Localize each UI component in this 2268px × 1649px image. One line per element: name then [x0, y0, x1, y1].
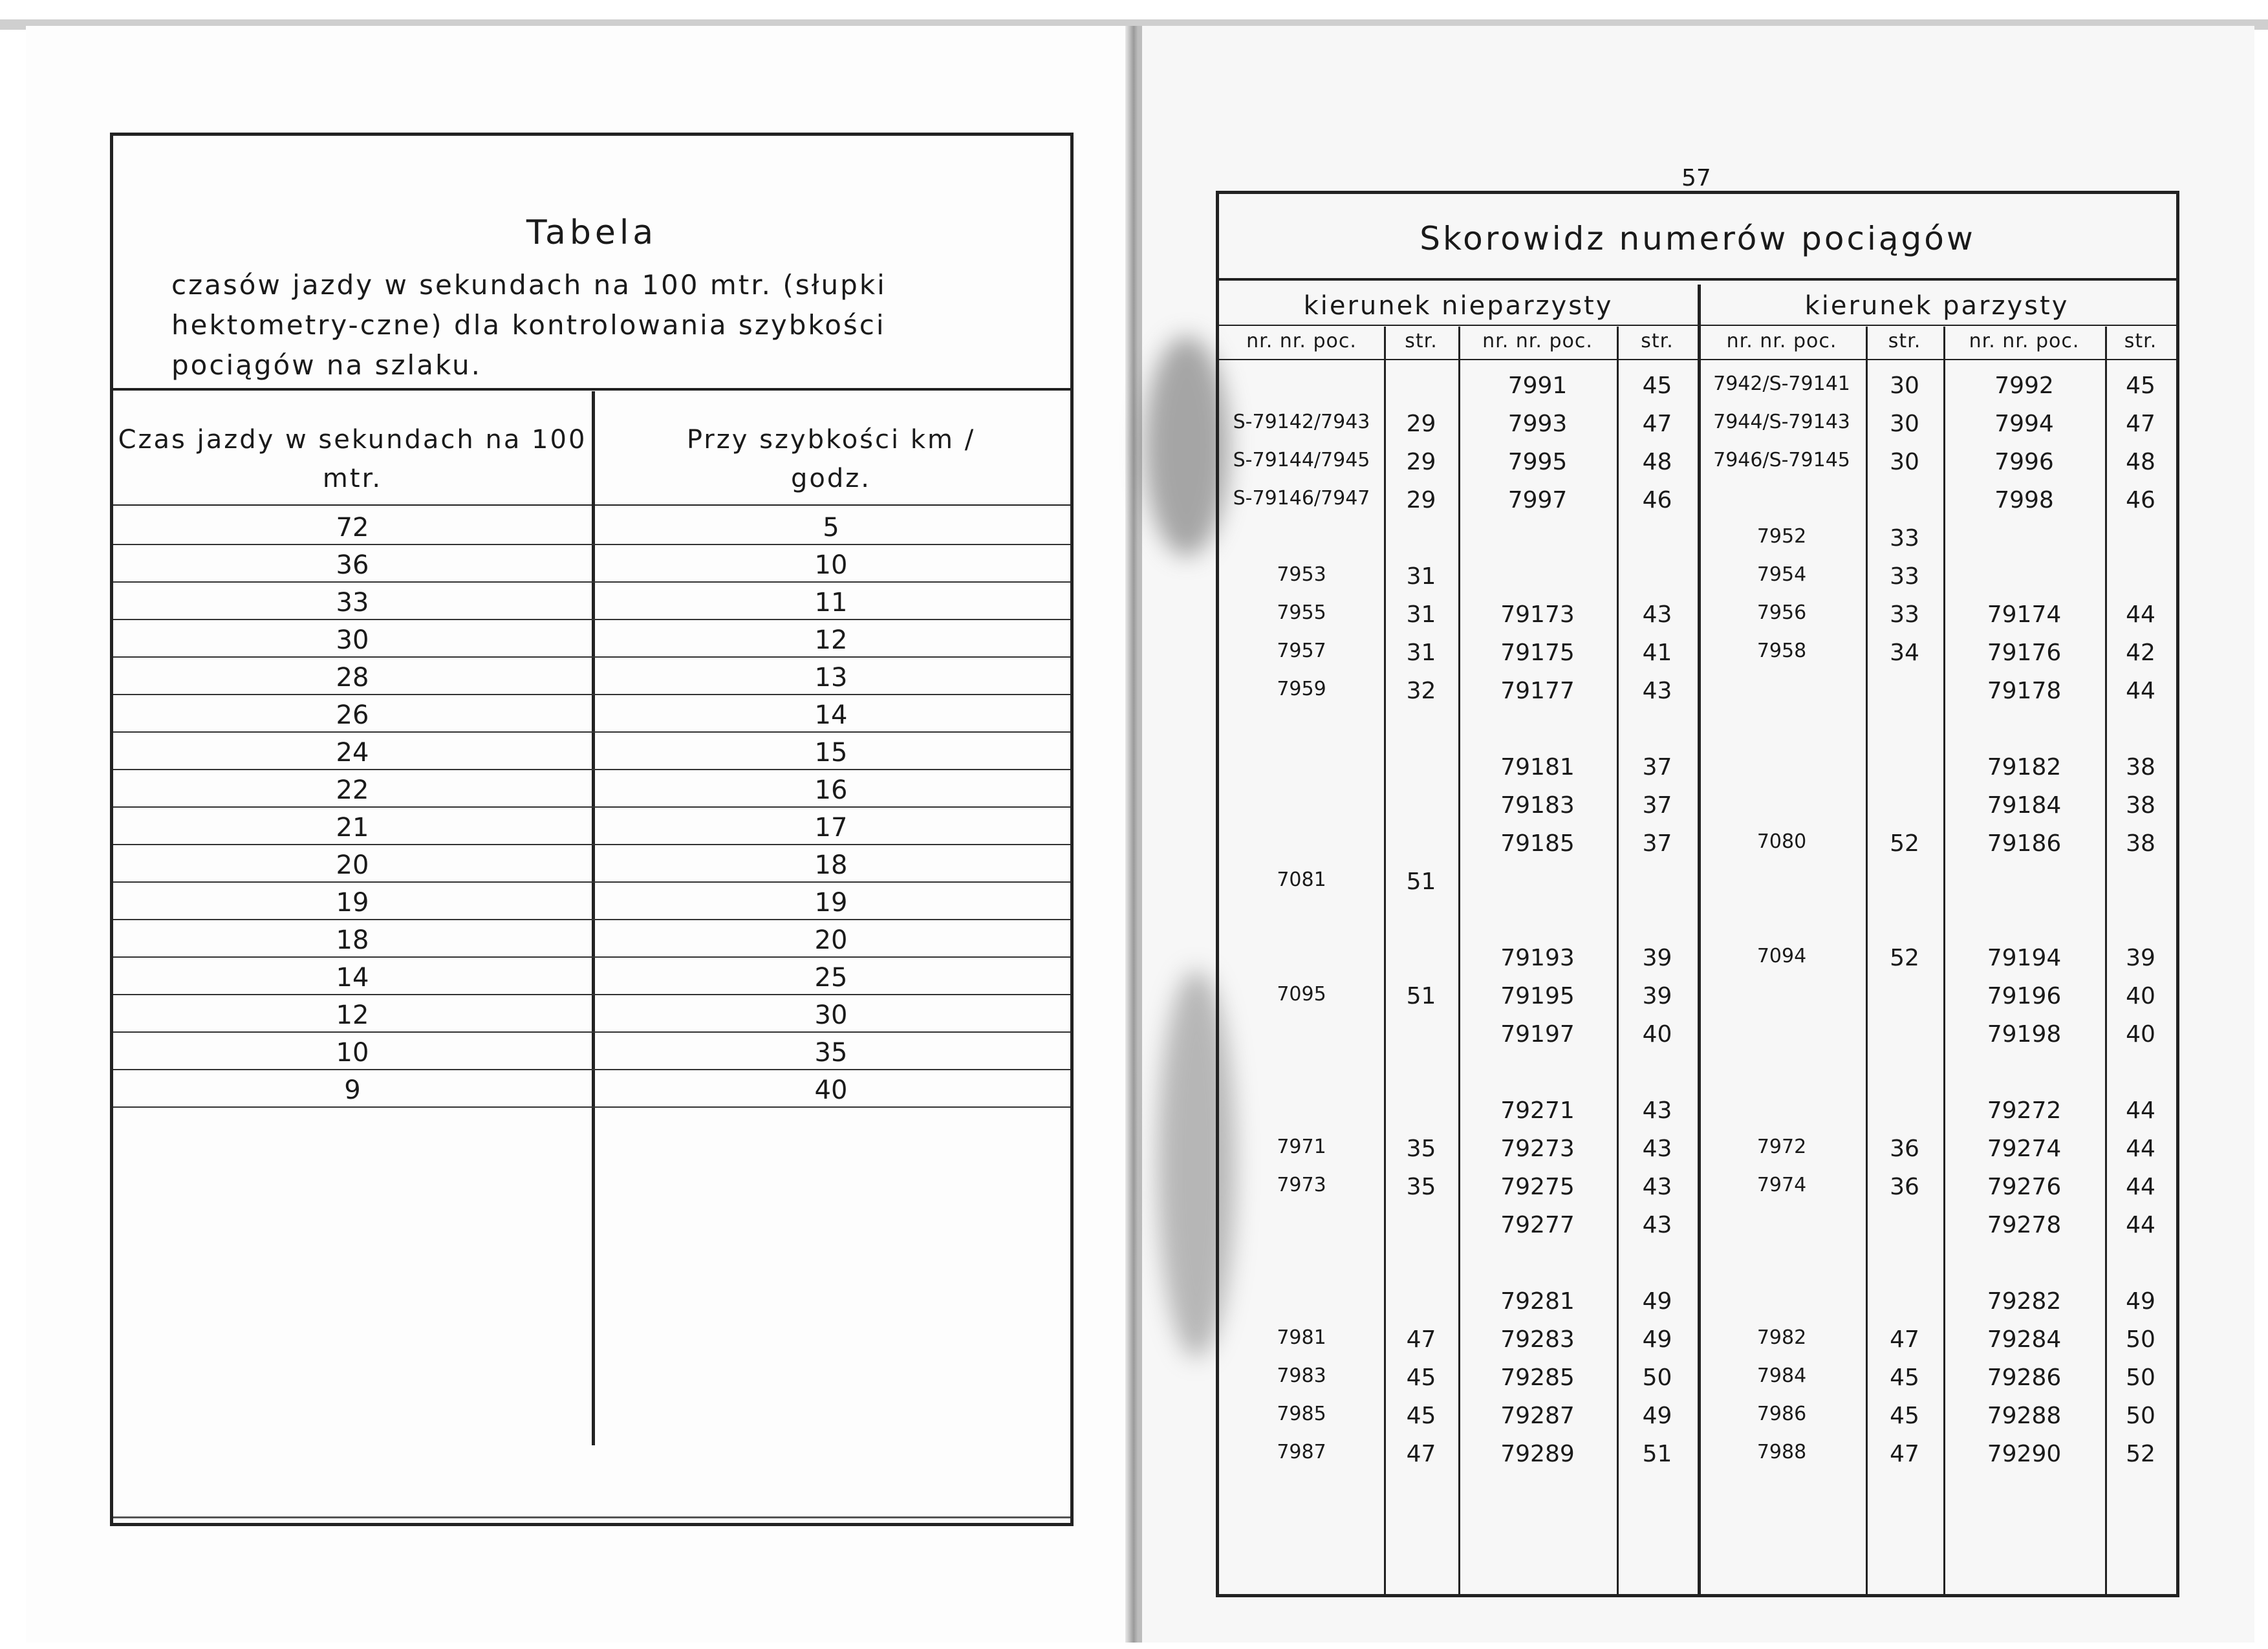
header-divider	[113, 388, 1070, 391]
train-number-cell: 79175	[1500, 640, 1575, 666]
time-column-header: Czas jazdy w sekundach na 100 mtr.	[118, 425, 587, 493]
train-number-cell: 7959	[1277, 678, 1326, 700]
table-row	[1219, 598, 2176, 634]
table-row	[1219, 559, 2176, 596]
table-row	[1219, 1094, 2176, 1130]
train-number-cell: 7973	[1277, 1174, 1326, 1196]
page-cell: 40	[2126, 983, 2155, 1009]
train-number-cell: 79183	[1500, 792, 1575, 819]
page-cell: 37	[1642, 830, 1672, 857]
table-row	[1219, 941, 2176, 978]
page-cell: 49	[1642, 1288, 1672, 1315]
speed-kmh-cell: 25	[814, 963, 848, 993]
train-number-cell: 7080	[1756, 830, 1807, 853]
page-cell: 34	[1890, 640, 1919, 666]
table-row	[113, 658, 1070, 695]
page-cell: 43	[1642, 678, 1672, 704]
table-row	[1219, 788, 2176, 825]
time-seconds-cell: 22	[336, 775, 369, 805]
table-row	[1219, 979, 2176, 1016]
time-seconds-cell: 10	[336, 1038, 369, 1068]
speed-table-title: Tabela	[526, 213, 658, 252]
table-row	[1219, 826, 2176, 863]
speed-kmh-cell: 19	[814, 888, 848, 918]
table-row	[113, 883, 1070, 920]
table-row	[1219, 483, 2176, 520]
table-row	[113, 1070, 1070, 1108]
table-row	[1219, 1284, 2176, 1321]
train-number-cell: 79173	[1500, 601, 1575, 628]
train-number-cell: 7981	[1277, 1326, 1326, 1349]
page-cell: 43	[1642, 1212, 1672, 1238]
table-row	[1219, 1017, 2176, 1054]
train-number-cell: 7993	[1507, 411, 1568, 437]
page-cell: 30	[1890, 449, 1919, 475]
page-cell: 50	[2126, 1326, 2155, 1353]
page-cell: 52	[2126, 1441, 2155, 1467]
page-cell: 51	[1642, 1441, 1672, 1467]
page-cell: 42	[2126, 640, 2155, 666]
page-cell: 40	[1642, 1021, 1672, 1048]
table-row	[113, 958, 1070, 995]
train-number-cell: 79276	[1987, 1174, 2062, 1200]
page-cell: 44	[2126, 1212, 2155, 1238]
table-row	[113, 583, 1070, 620]
page-cell: 50	[2126, 1364, 2155, 1391]
table-row	[113, 770, 1070, 808]
train-number-cell: 7994	[1994, 411, 2054, 437]
page-cell: 38	[2126, 830, 2155, 857]
train-number-cell: 7982	[1756, 1326, 1807, 1349]
speed-kmh-cell: 11	[814, 588, 848, 618]
time-seconds-cell: 33	[336, 588, 369, 618]
speed-kmh-cell: 17	[814, 813, 848, 843]
train-number-cell: 79278	[1987, 1212, 2062, 1238]
page-cell: 45	[1890, 1403, 1919, 1429]
train-number-cell: 7995	[1507, 449, 1568, 475]
train-number-cell: 7996	[1994, 449, 2054, 475]
train-number-cell: 7987	[1277, 1441, 1326, 1463]
page-cell: 33	[1890, 563, 1919, 590]
page-cell: 48	[1642, 449, 1672, 475]
table-row	[1219, 1170, 2176, 1207]
train-number-cell: 7081	[1277, 868, 1326, 891]
train-number-cell: 7988	[1756, 1441, 1807, 1463]
train-number-cell: 79284	[1987, 1326, 2062, 1353]
column-header-train-numbers: nr. nr. poc.	[1482, 330, 1593, 352]
speed-kmh-cell: 15	[814, 738, 848, 768]
title-divider	[1219, 278, 2176, 281]
train-number-cell: 7952	[1756, 525, 1807, 548]
train-number-cell: 7992	[1994, 372, 2054, 399]
speed-kmh-cell: 12	[814, 625, 848, 655]
page-cell: 45	[1406, 1403, 1436, 1429]
table-row	[113, 808, 1070, 845]
speed-kmh-cell: 10	[814, 550, 848, 580]
page-cell: 44	[2126, 601, 2155, 628]
table-row	[113, 845, 1070, 883]
train-number-cell: 79282	[1987, 1288, 2062, 1315]
page-cell: 44	[2126, 678, 2155, 704]
table-row	[1219, 407, 2176, 444]
train-number-cell: 7957	[1277, 640, 1326, 662]
page-cell: 44	[2126, 1097, 2155, 1124]
page-number: 57	[1681, 165, 1711, 191]
speed-kmh-cell: 13	[814, 663, 848, 693]
speed-column-header: Przy szybkości km / godz.	[686, 425, 976, 493]
column-header-train-numbers: nr. nr. poc.	[1726, 330, 1837, 352]
train-number-cell: 7953	[1277, 563, 1326, 586]
train-number-cell: 79285	[1500, 1364, 1575, 1391]
page-cell: 51	[1406, 868, 1436, 895]
table-row	[1219, 1322, 2176, 1359]
time-seconds-cell: 19	[336, 888, 369, 918]
page-cell: 38	[2126, 754, 2155, 781]
train-number-cell: S-79144/7945	[1233, 449, 1370, 471]
table-row	[1219, 865, 2176, 901]
page-cell: 31	[1406, 563, 1436, 590]
train-number-cell: 79193	[1500, 945, 1575, 971]
page-cell: 50	[1642, 1364, 1672, 1391]
page-cell: 45	[1406, 1364, 1436, 1391]
page-cell: 47	[1406, 1441, 1436, 1467]
column-header-train-numbers: nr. nr. poc.	[1246, 330, 1357, 352]
speed-table-subtitle: czasów jazdy w sekundach na 100 mtr. (słupki hektometry-czne) dla kontrolowania szybkości pociągów na szlaku.	[171, 269, 887, 381]
train-number-cell: 7094	[1756, 945, 1807, 967]
train-index-table	[1216, 191, 2179, 1597]
page-cell: 40	[2126, 1021, 2155, 1048]
time-seconds-cell: 72	[336, 513, 369, 543]
train-number-cell: 79198	[1987, 1021, 2062, 1048]
page-cell: 33	[1890, 601, 1919, 628]
page-cell: 35	[1406, 1174, 1436, 1200]
speed-kmh-cell: 40	[814, 1075, 848, 1105]
train-number-cell: 7984	[1756, 1364, 1807, 1387]
page-cell: 30	[1890, 411, 1919, 437]
page-cell: 51	[1406, 983, 1436, 1009]
speed-kmh-cell: 30	[814, 1000, 848, 1030]
page-cell: 29	[1406, 487, 1436, 513]
page-cell: 37	[1642, 792, 1672, 819]
train-number-cell: 79288	[1987, 1403, 2062, 1429]
page-cell: 44	[2126, 1136, 2155, 1162]
page-cell: 43	[1642, 1097, 1672, 1124]
train-number-cell: S-79146/7947	[1233, 487, 1370, 510]
train-number-cell: 79277	[1500, 1212, 1575, 1238]
train-number-cell: 7974	[1756, 1174, 1807, 1196]
train-number-cell: 7983	[1277, 1364, 1326, 1387]
table-row	[1219, 1132, 2176, 1169]
train-number-cell: 7971	[1277, 1136, 1326, 1158]
train-number-cell: 79174	[1987, 601, 2062, 628]
train-number-cell: 79177	[1500, 678, 1575, 704]
page-cell: 39	[2126, 945, 2155, 971]
page-cell: 29	[1406, 449, 1436, 475]
page-cell: 45	[1642, 372, 1672, 399]
table-row	[1219, 1361, 2176, 1397]
speed-kmh-cell: 18	[814, 850, 848, 880]
table-row	[113, 508, 1070, 545]
train-number-cell: 79286	[1987, 1364, 2062, 1391]
train-number-cell: 7944/S-79143	[1713, 411, 1850, 433]
train-number-cell: 79196	[1987, 983, 2062, 1009]
page-cell: 44	[2126, 1174, 2155, 1200]
table-row	[1219, 903, 2176, 940]
train-number-cell: 79271	[1500, 1097, 1575, 1124]
page-cell: 45	[2126, 372, 2155, 399]
speed-table	[110, 133, 1074, 1526]
page-cell: 47	[1890, 1326, 1919, 1353]
train-number-cell: 7955	[1277, 601, 1326, 624]
body-top-line	[113, 504, 1070, 506]
table-row	[113, 620, 1070, 658]
column-header-page: str.	[1641, 330, 1674, 352]
page-cell: 48	[2126, 449, 2155, 475]
speed-kmh-cell: 14	[814, 700, 848, 730]
page-cell: 31	[1406, 640, 1436, 666]
train-number-cell: 7986	[1756, 1403, 1807, 1425]
column-header-train-numbers: nr. nr. poc.	[1969, 330, 2080, 352]
column-header-page: str.	[1405, 330, 1438, 352]
bottom-line	[113, 1516, 1070, 1518]
train-number-cell: 79181	[1500, 754, 1575, 781]
time-seconds-cell: 26	[336, 700, 369, 730]
time-seconds-cell: 30	[336, 625, 369, 655]
page-cell: 46	[1642, 487, 1672, 513]
speed-kmh-cell: 20	[814, 925, 848, 955]
page-cell: 47	[1406, 1326, 1436, 1353]
column-header-page: str.	[1888, 330, 1921, 352]
table-row	[113, 920, 1070, 958]
train-number-cell: 7991	[1507, 372, 1568, 399]
page-cell: 37	[1642, 754, 1672, 781]
page-cell: 43	[1642, 1174, 1672, 1200]
table-row	[1219, 712, 2176, 749]
table-row	[1219, 1437, 2176, 1474]
train-number-cell: 79195	[1500, 983, 1575, 1009]
even-direction-header: kierunek parzysty	[1804, 291, 2069, 321]
page-cell: 35	[1406, 1136, 1436, 1162]
page-cell: 47	[1890, 1441, 1919, 1467]
train-number-cell: 7958	[1756, 640, 1807, 662]
train-number-cell: 7942/S-79141	[1713, 372, 1850, 395]
time-seconds-cell: 28	[336, 663, 369, 693]
train-number-cell: 7997	[1507, 487, 1568, 513]
page-cell: 36	[1890, 1136, 1919, 1162]
page-cell: 43	[1642, 1136, 1672, 1162]
page-cell: 52	[1890, 830, 1919, 857]
time-seconds-cell: 18	[336, 925, 369, 955]
train-number-cell: 79178	[1987, 678, 2062, 704]
train-number-cell: 79197	[1500, 1021, 1575, 1048]
page-cell: 41	[1642, 640, 1672, 666]
table-row	[1219, 1055, 2176, 1092]
train-number-cell: 7956	[1756, 601, 1807, 624]
train-number-cell: 79176	[1987, 640, 2062, 666]
table-row	[1219, 445, 2176, 482]
table-row	[113, 545, 1070, 583]
page-cell: 36	[1890, 1174, 1919, 1200]
train-number-cell: 79272	[1987, 1097, 2062, 1124]
page-cell: 29	[1406, 411, 1436, 437]
page-cell: 31	[1406, 601, 1436, 628]
table-row	[1219, 674, 2176, 711]
page-cell: 39	[1642, 945, 1672, 971]
train-number-cell: 7946/S-79145	[1713, 449, 1850, 471]
speed-kmh-cell: 16	[814, 775, 848, 805]
page-cell: 32	[1406, 678, 1436, 704]
table-row	[1219, 1208, 2176, 1245]
time-seconds-cell: 14	[336, 963, 369, 993]
train-number-cell: 79182	[1987, 754, 2062, 781]
column-header-page: str.	[2124, 330, 2157, 352]
train-number-cell: 79289	[1500, 1441, 1575, 1467]
train-number-cell: 7985	[1277, 1403, 1326, 1425]
page-cell: 52	[1890, 945, 1919, 971]
page-cell: 47	[1642, 411, 1672, 437]
time-seconds-cell: 9	[344, 1075, 361, 1105]
train-number-cell: 7972	[1756, 1136, 1807, 1158]
table-row	[113, 1033, 1070, 1070]
page-cell: 50	[2126, 1403, 2155, 1429]
page-cell: 38	[2126, 792, 2155, 819]
time-seconds-cell: 12	[336, 1000, 369, 1030]
table-row	[113, 995, 1070, 1033]
time-seconds-cell: 20	[336, 850, 369, 880]
table-row	[1219, 636, 2176, 673]
page-cell: 49	[1642, 1403, 1672, 1429]
train-number-cell: 79281	[1500, 1288, 1575, 1315]
table-row	[1219, 1399, 2176, 1436]
page-cell: 49	[2126, 1288, 2155, 1315]
page-cell: 49	[1642, 1326, 1672, 1353]
train-number-cell: 79185	[1500, 830, 1575, 857]
table-row	[1219, 750, 2176, 787]
train-number-cell: 79194	[1987, 945, 2062, 971]
speed-kmh-cell: 35	[814, 1038, 848, 1068]
train-number-cell: 7954	[1756, 563, 1807, 586]
table-row	[113, 733, 1070, 770]
train-number-cell: 79186	[1987, 830, 2062, 857]
page-cell: 45	[1890, 1364, 1919, 1391]
train-number-cell: 79274	[1987, 1136, 2062, 1162]
table-row	[1219, 1246, 2176, 1283]
train-number-cell: S-79142/7943	[1233, 411, 1370, 433]
table-row	[1219, 369, 2176, 405]
time-seconds-cell: 21	[336, 813, 369, 843]
train-number-cell: 7998	[1994, 487, 2054, 513]
train-number-cell: 79287	[1500, 1403, 1575, 1429]
train-number-cell: 79184	[1987, 792, 2062, 819]
speed-kmh-cell: 5	[823, 513, 839, 543]
page-cell: 47	[2126, 411, 2155, 437]
time-seconds-cell: 36	[336, 550, 369, 580]
train-number-cell: 79275	[1500, 1174, 1575, 1200]
table-row	[113, 695, 1070, 733]
odd-direction-header: kierunek nieparzysty	[1303, 291, 1614, 321]
page-cell: 46	[2126, 487, 2155, 513]
train-number-cell: 79273	[1500, 1136, 1575, 1162]
page-cell: 30	[1890, 372, 1919, 399]
train-number-cell: 79290	[1987, 1441, 2062, 1467]
page-cell: 43	[1642, 601, 1672, 628]
train-number-cell: 79283	[1500, 1326, 1575, 1353]
time-seconds-cell: 24	[336, 738, 369, 768]
page-cell: 39	[1642, 983, 1672, 1009]
train-number-cell: 7095	[1277, 983, 1326, 1006]
index-title: Skorowidz numerów pociągów	[1420, 220, 1976, 257]
table-row	[1219, 521, 2176, 558]
page-cell: 33	[1890, 525, 1919, 552]
